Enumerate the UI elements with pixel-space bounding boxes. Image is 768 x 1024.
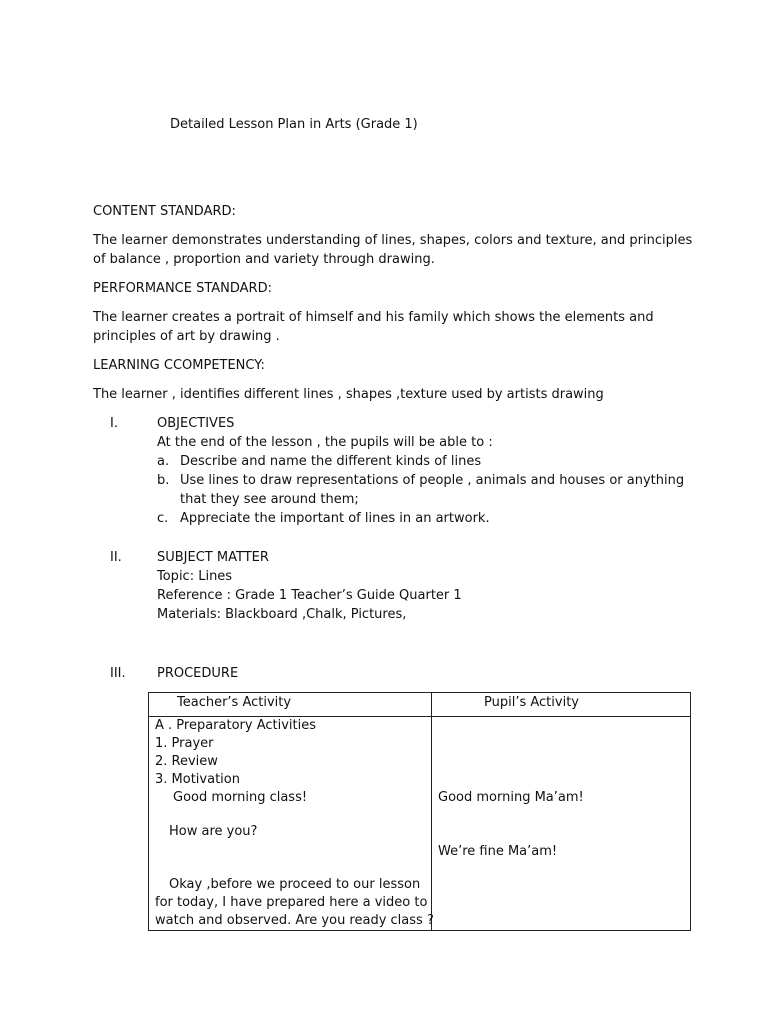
table-row <box>149 717 691 931</box>
objective-item <box>157 452 677 471</box>
section-numeral: II. <box>110 550 122 565</box>
subject-matter-heading: SUBJECT MATTER <box>157 550 269 565</box>
pupil-activity-header: Pupil’s Activity <box>432 693 691 717</box>
content-standard-heading: CONTENT STANDARD: <box>93 204 236 219</box>
subject-matter-section <box>157 548 677 624</box>
content-standard-text <box>93 231 693 269</box>
subject-reference: Reference : Grade 1 Teacher’s Guide Quarter 1 <box>157 588 462 603</box>
objective-item <box>157 509 677 528</box>
teacher-line: Okay ,before we proceed to our lesson <box>169 877 421 892</box>
teacher-line: A . Preparatory Activities <box>155 718 317 733</box>
teacher-line: for today, I have prepared here a video to <box>155 895 428 910</box>
table-header-row <box>149 693 691 717</box>
teacher-line: 2. Review <box>155 754 218 769</box>
teacher-line: Good morning class! <box>173 790 308 805</box>
teacher-line: How are you? <box>169 824 258 839</box>
objectives-list <box>157 452 685 528</box>
subject-topic: Topic: Lines <box>157 569 233 584</box>
objective-marker: a. <box>157 454 170 469</box>
subject-materials: Materials: Blackboard ,Chalk, Pictures, <box>157 607 407 622</box>
pupil-line: Good morning Ma’am! <box>438 790 584 805</box>
learning-competency-heading: LEARNING CCOMPETENCY: <box>93 358 265 373</box>
content-standard-line: The learner demonstrates understanding of lines, shapes, colors and texture, and principles <box>93 233 693 248</box>
content-standard-line: of balance , proportion and variety through drawing. <box>93 252 435 267</box>
teacher-line: 1. Prayer <box>155 736 214 751</box>
objective-text: Use lines to draw representations of people , animals and houses or anything <box>180 473 685 488</box>
procedure-heading: PROCEDURE <box>157 666 239 681</box>
pupil-line: We’re fine Ma’am! <box>438 844 558 859</box>
performance-standard-heading: PERFORMANCE STANDARD: <box>93 281 272 296</box>
performance-standard-text <box>93 308 683 346</box>
teacher-activity-header: Teacher’s Activity <box>149 693 432 717</box>
section-numeral: I. <box>110 416 118 431</box>
document-title: Detailed Lesson Plan in Arts (Grade 1) <box>170 117 418 132</box>
objective-text-continued: that they see around them; <box>180 492 359 507</box>
performance-standard-line: The learner creates a portrait of himself and his family which shows the elements and <box>93 310 654 325</box>
objectives-section <box>157 414 677 452</box>
objective-text: Appreciate the important of lines in an artwork. <box>180 511 490 526</box>
objective-marker: b. <box>157 473 170 488</box>
teacher-line: watch and observed. Are you ready class ? <box>155 913 434 928</box>
teacher-activity-cell <box>149 717 432 931</box>
objective-item <box>157 471 685 509</box>
pupil-activity-cell <box>432 717 691 931</box>
objective-text: Describe and name the different kinds of lines <box>180 454 482 469</box>
learning-competency-text: The learner , identifies different lines , shapes ,texture used by artists drawing <box>93 387 604 402</box>
procedure-table <box>148 692 691 931</box>
performance-standard-line: principles of art by drawing . <box>93 329 280 344</box>
objectives-intro: At the end of the lesson , the pupils will be able to : <box>157 435 493 450</box>
section-numeral: III. <box>110 666 126 681</box>
teacher-line: 3. Motivation <box>155 772 240 787</box>
objective-marker: c. <box>157 511 169 526</box>
objectives-heading: OBJECTIVES <box>157 416 235 431</box>
